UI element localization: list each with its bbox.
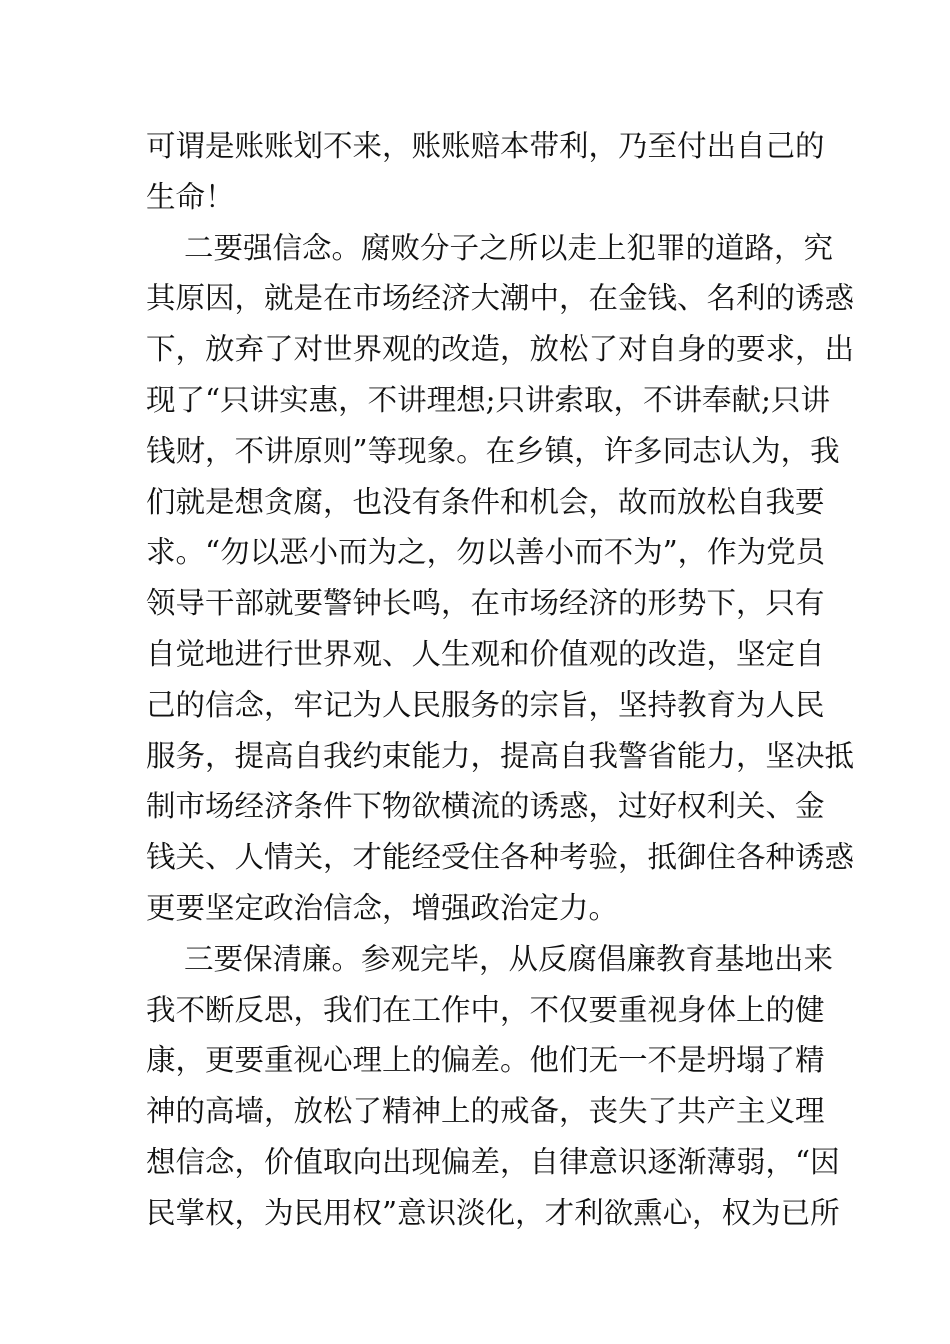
text-line: 生命！: [146, 179, 235, 214]
paragraph-first-line: 二要强信念。腐败分子之所以走上犯罪的道路，究: [184, 230, 834, 265]
text-line: 神的高墙，放松了精神上的戒备，丧失了共产主义理: [146, 1094, 825, 1129]
paragraph-first-line: 三要保清廉。参观完毕，从反腐倡廉教育基地出来: [184, 941, 834, 976]
text-line: 服务，提高自我约束能力，提高自我警省能力，坚决抵: [146, 738, 855, 773]
text-line: 现了“只讲实惠，不讲理想;只讲索取，不讲奉献;只讲: [146, 382, 830, 417]
text-line: 己的信念，牢记为人民服务的宗旨，坚持教育为人民: [146, 687, 825, 722]
text-line: 钱关、人情关，才能经受住各种考验，抵御住各种诱惑: [146, 840, 855, 875]
text-line: 钱财，不讲原则”等现象。在乡镇，许多同志认为，我: [146, 433, 840, 468]
text-line: 们就是想贪腐，也没有条件和机会，故而放松自我要: [146, 484, 825, 519]
text-line: 康，更要重视心理上的偏差。他们无一不是坍塌了精: [146, 1043, 825, 1078]
body-text: [146, 121, 855, 1239]
text-line: 更要坚定政治信念，增强政治定力。: [146, 890, 619, 925]
text-line: 求。“勿以恶小而为之，勿以善小而不为”，作为党员: [146, 535, 826, 570]
text-line: 自觉地进行世界观、人生观和价值观的改造，坚定自: [146, 636, 825, 671]
text-line: 领导干部就要警钟长鸣，在市场经济的形势下，只有: [146, 586, 825, 621]
text-line: 制市场经济条件下物欲横流的诱惑，过好权利关、金: [146, 789, 825, 824]
text-line: 我不断反思，我们在工作中，不仅要重视身体上的健: [146, 992, 825, 1027]
text-line: 民掌权，为民用权”意识淡化，才利欲熏心，权为已所: [146, 1195, 840, 1230]
text-line: 想信念，价值取向出现偏差，自律意识逐渐薄弱，“因: [146, 1144, 840, 1179]
text-line: 下，放弃了对世界观的改造，放松了对自身的要求，出: [146, 332, 855, 367]
text-line: 可谓是账账划不来，账账赔本带利，乃至付出自己的: [146, 129, 825, 163]
text-line: 其原因，就是在市场经济大潮中，在金钱、名利的诱惑: [146, 281, 855, 316]
